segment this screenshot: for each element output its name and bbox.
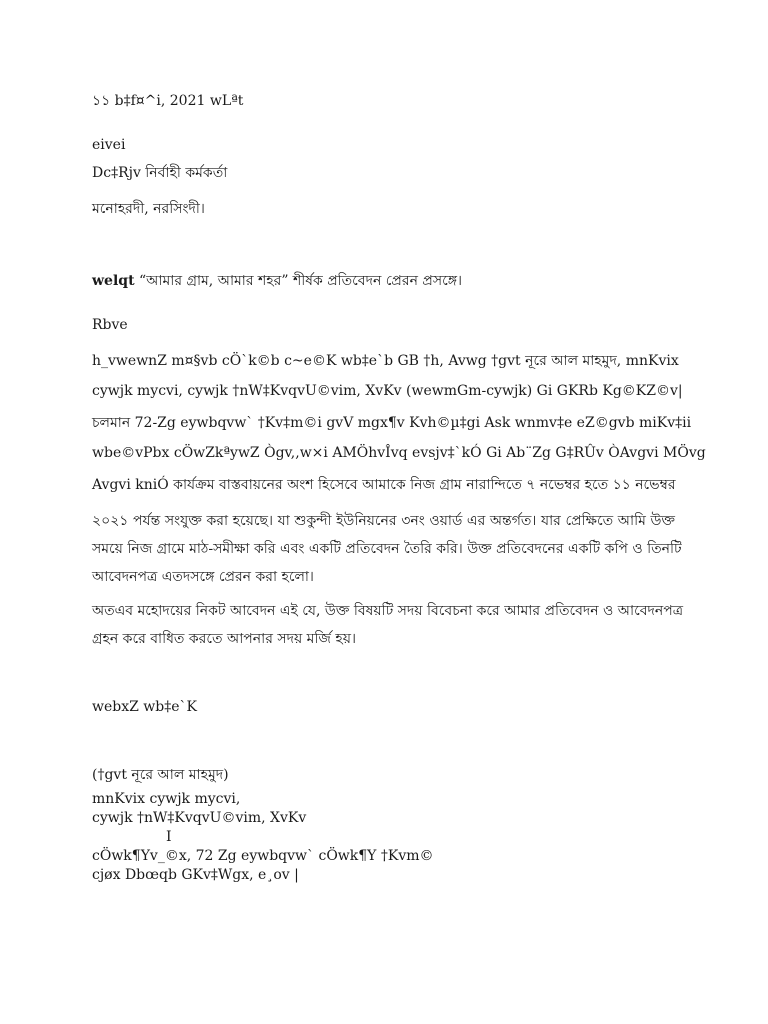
body-line: আবেদনপত্র এতদসঙ্গে প্রেরন করা হলো। [92, 569, 314, 585]
subject-text: “আমার গ্রাম, আমার শহর” শীর্ষক প্রতিবেদন প্রেরন প্রসঙ্গে। [139, 273, 462, 289]
signature-separator: I [166, 829, 172, 845]
request-line: অতএব মহোদয়ের নিকট আবেদন এই যে, উক্ত বিষয়টি সদয় বিবেচনা করে আমার প্রতিবেদন ও আবেদনপত্র [92, 603, 684, 619]
signature-name: (†gvt নূরে আল মাহমুদ) [92, 767, 229, 783]
letter-date: ১১ b‡f¤^i, 2021 wLªt [92, 93, 244, 109]
body-line: h_vwewnZ m¤§vb cÖ`k©b c~e©K wb‡e`b GB †h, Avwg †gvt নূরে আল মাহমুদ, mnKvix [92, 353, 679, 369]
body-line: cywjk mycvi, cywjk †nW‡KvqvU©vim, XvKv (wewmGm-cywjk) Gi GKRb Kg©KZ©v| [92, 383, 683, 399]
body-line: চলমান 72-Zg eywbqvw` †Kv‡m©i gvV mgx¶v Kvh©µ‡gi Ask wnmv‡e eZ©gvb miKv‡ii [92, 415, 692, 431]
recipient-title: Dc‡Rjv নির্বাহী কর্মকর্তা [92, 165, 228, 181]
signature-academy: cjøx Dbœqb GKv‡Wgx, e¸ov | [92, 867, 299, 883]
recipient-salutation: eivei [92, 137, 126, 153]
subject-label: welqt [92, 273, 135, 289]
body-line: wbe©vPbx cÖwZkªywZ Ògv,,w×i AMÖhvÎvq evsjv‡`kÓ Gi Ab¨Zg G‡RÛv ÒAvgvi MÖvg [92, 445, 706, 461]
body-line: Avgvi kniÓ কার্যক্রম বাস্তবায়নের অংশ হিসেবে আমাকে নিজ গ্রাম নারান্দিতে ৭ নভেম্বর হতে ১১ নভেম্বর [92, 477, 676, 493]
greeting: Rbve [92, 317, 128, 333]
closing: webxZ wb‡e`K [92, 699, 197, 715]
body-line: সময়ে নিজ গ্রামে মাঠ-সমীক্ষা করি এবং একটি প্রতিবেদন তৈরি করি। উক্ত প্রতিবেদনের একটি কপি ও তিনটি [92, 541, 682, 557]
signature-designation: mnKvix cywjk mycvi, [92, 791, 241, 807]
body-line: ২০২১ পর্যন্ত সংযুক্ত করা হয়েছে। যা শুকুন্দী ইউনিয়নের ৩নং ওয়ার্ড এর অন্তর্গত। যার প্রেক্ষিতে আমি উক্ত [92, 513, 675, 529]
signature-office: cywjk †nW‡KvqvU©vim, XvKv [92, 810, 307, 826]
subject-line [92, 272, 462, 290]
recipient-address: মনোহরদী, নরসিংদী। [92, 201, 205, 217]
request-line: গ্রহন করে বাধিত করতে আপনার সদয় মর্জি হয়। [92, 631, 357, 647]
signature-course: cÖwk¶Yv_©x, 72 Zg eywbqvw` cÖwk¶Y †Kvm© [92, 848, 434, 864]
